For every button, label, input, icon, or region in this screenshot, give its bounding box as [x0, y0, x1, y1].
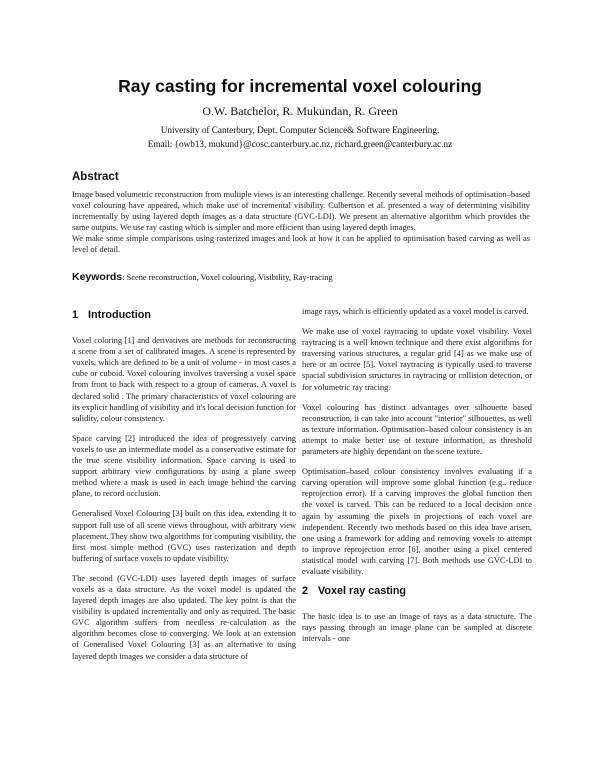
- body-paragraph: Voxel coloring [1] and derivatives are methods for reconstructing a scene from a set of calibrated images. A scene is represented by voxels, which are defined to be a unit of volume - in most cases a cube or cuboid. Voxel colouring involves traversing a voxel space from front to back with respect to a group of cameras. A voxel is declared solid . The primary characteristics of voxel colouring are its explicit handling of visibility and it's local decision function for solidity, colour consistency.: [72, 336, 296, 423]
- keywords-label: Keywords: [72, 271, 123, 283]
- body-paragraph: The second (GVC-LDI) uses layered depth images of surface voxels as a data structure. As the voxel model is updated the layered depth images are also updated. The key point is that the visibility is updated incrementally and only as required. The basic GVC algorithm suffers from needless re-calculation as the algorithm becomes close to converging. We look at an extension of Generalised Voxel Colouring [3] as an alternative to using layered depth images we consider a data structure of: [72, 573, 296, 661]
- body-paragraph: Optimisation–based colour consistency involves evaluating if a carving operation will improve some global function (e.g.. reduce reprojection error). If a carving improves the global function then the voxel is carved. This can be reduced to a local decision once again by assuming the pixels in projections of each voxel are independent. Recently two methods based on this idea have arisen, one using a framework for adding and removing voxels to attempt to improve reprojection error [6], another using a pixel centered statistical model with carving [7]. Both methods use GVC-LDI to evaluate visibility.: [302, 467, 532, 576]
- section-number: 2: [302, 585, 309, 598]
- abstract-heading: Abstract: [72, 171, 119, 183]
- body-paragraph: Voxel colouring has distinct advantages over silhouette based reconstruction, it can take into account "interior" silhouettes, as well as texture information. Optimisation–based colour consistency is an attempt to make better use of texture information, as threshold parameters are highly dependant on the scene texture.: [302, 402, 532, 457]
- body-paragraph: image rays, which is efficiently updated as a voxel model is carved.: [302, 307, 529, 316]
- body-paragraph: Space carving [2] introduced the idea of progressively carving voxels to use an intermediate model as a conservative estimate for the true scene visibility information. Space carving is used to support arbitrary view configurations by using a plane sweep method where a mask is used in each image behind the carving plane, to record occlusion.: [72, 433, 296, 499]
- keywords-text: : Scene reconstruction, Voxel colouring, Visibility, Ray-tracing: [122, 273, 333, 282]
- right-column: [302, 306, 532, 653]
- affiliation: University of Canterbury, Dept. Computer Science& Software Engineering.: [160, 125, 440, 135]
- paper-title: Ray casting for incremental voxel colouring: [118, 76, 482, 96]
- abstract-body: [72, 189, 530, 256]
- email-line: Email: {owb13, mukund}@cosc.canterbury.ac.nz, richard.green@canterbury.ac.nz: [147, 139, 453, 149]
- paper-authors: O.W. Batchelor, R. Mukundan, R. Green: [202, 104, 398, 118]
- section-number: 1: [72, 309, 79, 321]
- abstract-paragraph: We make some simple comparisons using rasterized images and look at how it can be applied to optimisation based carving as well as level of detail.: [72, 234, 530, 255]
- keywords-line: [72, 271, 532, 283]
- body-paragraph: Generalised Voxel Colouring [3] built on this idea, extending it to support full use of all scene views throughout, with arbitrary view placement. They show two algorithms for computing visibility, the first most simple method (GVC) uses rasterization and depth buffering of surface voxels to update visibility.: [72, 509, 296, 563]
- left-column: [72, 306, 296, 671]
- body-paragraph: We make use of voxel raytracing to update voxel visibility. Voxel raytracing is a well known technique and there exist algorithms for traversing various structures, a regular grid [4] as we make use of here or an octree [5]. Voxel raytracing is typically used to traverse spacial subdivision structures in raytracing or collision detection, or for volumetric ray tracing.: [302, 327, 532, 392]
- abstract-paragraph: Image based volumetric reconstruction from multiple views is an interesting challenge. Recently several methods of optimisation–based voxel colouring have appeared, which make use of incremental visibility. Culbertson et al. presented a way of determining visibility incrementally by using layered depth images as a data structure (GVC-LDI). We present an alternative algorithm which provides the same outputs. We use ray casting which is simpler and more efficient than using layered depth images.: [72, 190, 530, 233]
- section-title: Voxel ray casting: [318, 585, 407, 598]
- section-title: Introduction: [88, 309, 151, 321]
- section-heading-introduction: [72, 310, 296, 321]
- body-paragraph: The basic idea is to use an image of rays as a data structure. The rays passing through an image plane can be sampled at discrete intervals - one: [302, 612, 532, 644]
- section-heading-voxel-ray-casting: [302, 586, 532, 597]
